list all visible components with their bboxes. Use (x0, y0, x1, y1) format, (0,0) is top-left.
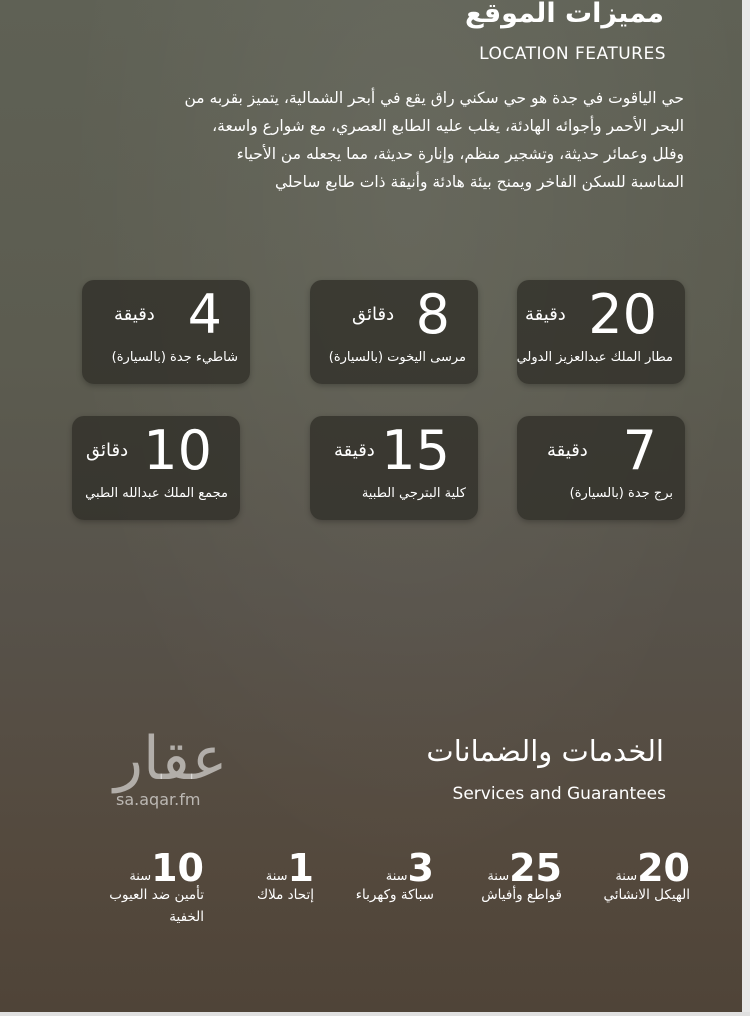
aqar-logo-url: sa.aqar.fm (116, 790, 201, 809)
distance-unit: دقيقة (525, 304, 566, 325)
guarantee-label: سباكة وكهرباء (355, 887, 434, 903)
guarantee-unit: سنة (487, 869, 510, 884)
guarantee-label: تأمين ضد العيوب (109, 887, 204, 903)
guarantee-hidden-defects (109, 846, 204, 934)
guarantee-plumbing-electric (356, 846, 434, 912)
guarantee-years: 1 (287, 846, 314, 890)
guarantee-label: الهيكل الانشائي (603, 887, 690, 903)
description-line: حي الياقوت في جدة هو حي سكني راق يقع في أبحر الشمالية، يتميز بقربه من (184, 89, 684, 107)
distance-unit: دقيقة (547, 440, 588, 461)
guarantee-unit: سنة (615, 869, 638, 884)
distance-card-batterjee-college (310, 416, 478, 520)
distance-place: مطار الملك عبدالعزيز الدولي (516, 350, 673, 365)
description-line: المناسبة للسكن الفاخر ويمنح بيئة هادئة وأنيقة ذات طابع ساحلي (274, 173, 684, 191)
distance-unit: دقائق (86, 440, 129, 461)
guarantee-years: 3 (407, 846, 434, 890)
right-edge-strip (742, 0, 750, 1016)
location-description (64, 84, 684, 196)
guarantee-label-line2: الخفية (169, 909, 204, 925)
distance-place: شاطيء جدة (بالسيارة) (111, 350, 238, 365)
distance-card-airport (517, 280, 685, 384)
guarantee-years: 25 (509, 846, 562, 890)
guarantee-switches (481, 846, 562, 912)
services-title-en: Services and Guarantees (452, 784, 666, 804)
distance-place: كلية البترجي الطبية (361, 486, 466, 501)
distance-number: 20 (588, 283, 657, 346)
distance-number: 10 (143, 419, 212, 482)
distance-card-marina (310, 280, 478, 384)
guarantee-unit: سنة (385, 869, 408, 884)
guarantee-years: 20 (637, 846, 690, 890)
distance-number: 4 (187, 283, 222, 346)
guarantee-years: 10 (151, 846, 204, 890)
distance-number: 8 (415, 283, 450, 346)
guarantee-unit: سنة (129, 869, 152, 884)
guarantee-unit: سنة (265, 869, 288, 884)
location-features-title-en: LOCATION FEATURES (479, 44, 666, 64)
description-line: البحر الأحمر وأجوائه الهادئة، يغلب عليه الطابع العصري، مع شوارع واسعة، (212, 117, 684, 135)
location-features-title-ar: مميزات الموقع (465, 0, 664, 29)
guarantee-structure (603, 846, 690, 912)
distance-place: برج جدة (بالسيارة) (569, 486, 673, 501)
guarantee-label: قواطع وأفياش (481, 887, 562, 903)
distance-unit: دقيقة (334, 440, 375, 461)
distance-place: مجمع الملك عبدالله الطبي (85, 486, 228, 501)
distance-card-medical-complex (72, 416, 240, 520)
distance-number: 7 (622, 419, 657, 482)
distance-unit: دقيقة (114, 304, 155, 325)
distance-card-beach (82, 280, 250, 384)
distance-unit: دقائق (352, 304, 395, 325)
services-title-ar: الخدمات والضمانات (426, 734, 664, 768)
distance-place: مرسى اليخوت (بالسيارة) (328, 350, 466, 365)
aqar-logo: عقار (114, 724, 228, 794)
guarantee-owners-association (257, 846, 314, 912)
description-line: وفلل وعمائر حديثة، وتشجير منظم، وإنارة حديثة، مما يجعله من الأحياء (236, 145, 684, 163)
distance-number: 15 (381, 419, 450, 482)
bottom-edge-strip (0, 1012, 750, 1016)
distance-card-jeddah-tower (517, 416, 685, 520)
guarantee-label: إتحاد ملاك (256, 887, 314, 903)
